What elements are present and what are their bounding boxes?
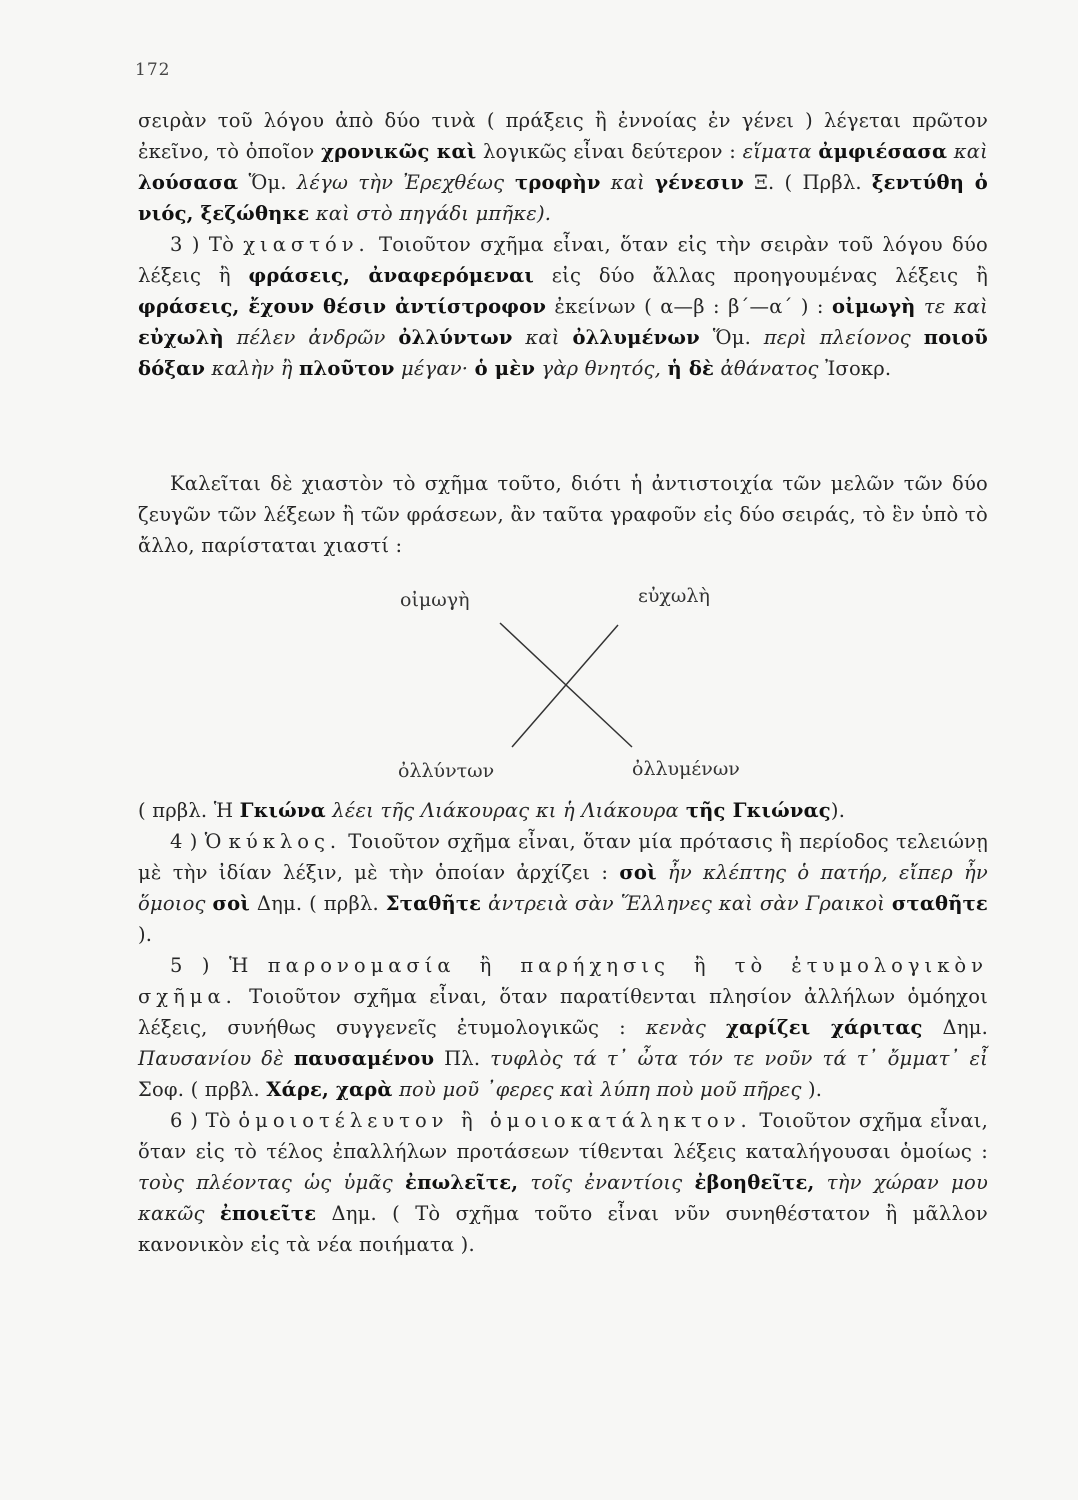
text-block-chiasmus-explanation [138, 468, 988, 561]
paragraph-chiasmus-explanation: Καλεῖται δὲ χιαστὸν τὸ σχῆμα τοῦτο, διότι ἡ ἀντιστοιχία τῶν μελῶν τῶν δύο ζευγῶν τῶν λέξεων ἢ τῶν φράσεων, ἂν ταῦτα γραφοῦν εἰς δύο σειράς, τὸ ἓν ὑπὸ τὸ ἄλλο, παρίσταται χιαστί : [138, 472, 988, 557]
diagram-label-bottom-left: ὀλλύντων [398, 760, 495, 782]
paragraph-homoioteleuton: 6 ) Τὸ ὁμοιοτέλευτον ἢ ὁμοιοκατάληκτον. Τοιοῦτον σχῆμα εἶναι, ὅταν εἰς τὸ τέλος ἐπαλλήλων προτάσεων τίθενται λέξεις καταλήγουσαι ὁμοίως : τοὺς πλέοντας ὡς ὑμᾶς ἐπωλεῖτε, τοῖς ἐναντίοις ἐβοηθεῖτε, τὴν χώραν μου κακῶς ἐποιεῖτε Δημ. ( Τὸ σχῆμα τοῦτο εἶναι νῦν συνηθέστατον ἢ μᾶλλον κανονικὸν εἰς τὰ νέα ποιήματα ). [138, 1109, 988, 1256]
chiasmus-diagram [0, 575, 1078, 795]
diagram-label-bottom-right: ὀλλυμένων [632, 758, 740, 780]
diagram-cross [0, 575, 1078, 795]
term-homoioteleuton: ὁμοιοτέλευτον ἢ ὁμοιοκατάληκτον. [238, 1109, 752, 1132]
term-chiasmus: χιαστόν. [243, 233, 370, 256]
paragraph-kyklos: 4 ) Ὁ κύκλος. Τοιοῦτον σχῆμα εἶναι, ὅταν μία πρότασις ἢ περίοδος τελειώνῃ μὲ τὴν ἰδίαν λέξιν, μὲ τὴν ὁποίαν ἀρχίζει : σοὶ ἦν κλέπτης ὁ πατήρ, εἴπερ ἦν ὅμοιος σοὶ Δημ. ( πρβλ. Σταθῆτε ἀντρειὰ σὰν Ἕλληνες καὶ σὰν Γραικοὶ σταθῆτε ). [138, 830, 988, 946]
diagram-line-ascending [512, 625, 618, 747]
paragraph-paronomasia: 5 ) Ἡ παρονομασία ἢ παρήχησις ἢ τὸ ἐτυμολογικὸν σχῆμα. Τοιοῦτον σχῆμα εἶναι, ὅταν παρατίθενται πλησίον ἀλλήλων ὁμόηχοι λέξεις, συνήθως συγγενεῖς ἐτυμολογικῶς : κενὰς χαρίζει χάριτας Δημ. Παυσανίου δὲ παυσαμένου Πλ. τυφλὸς τά τ᾽ ὦτα τόν τε νοῦν τά τ᾽ ὄμματ᾽ εἶ Σοφ. ( πρβλ. Χάρε, χαρὰ ποὺ μοῦ ᾿φερες καὶ λύπη ποὺ μοῦ πῆρες ). [138, 954, 988, 1101]
term-kyklos: κύκλος. [228, 830, 342, 853]
diagram-label-top-left: οἰμωγὴ [400, 589, 470, 611]
diagram-label-top-right: εὐχωλὴ [638, 585, 710, 607]
text-block-lower [138, 795, 988, 1260]
text-block-upper [138, 105, 988, 384]
page-number: 172 [135, 60, 171, 80]
term-paronomasia: παρονομασία ἢ παρήχησις ἢ τὸ ἐτυμολογικὸν σχῆμα. [138, 954, 988, 1008]
paragraph-compare-gkiona: ( πρβλ. Ἡ Γκιώνα λέει τῆς Λιάκουρας κι ἡ Λιάκουρα τῆς Γκιώνας). [138, 799, 846, 822]
paragraph-hysteron-proteron-end: σειρὰν τοῦ λόγου ἀπὸ δύο τινὰ ( πράξεις ἢ ἐννοίας ἐν γένει ) λέγεται πρῶτον ἐκεῖνο, τὸ ὁποῖον χρονικῶς καὶ λογικῶς εἶναι δεύτερον : εἵματα ἀμφιέσασα καὶ λούσασα Ὅμ. λέγω τὴν Ἐρεχθέως τροφὴν καὶ γένεσιν Ξ. ( Πρβλ. ξεντύθη ὁ νιός, ξεζώθηκε καὶ στὸ πηγάδι μπῆκε). [138, 109, 988, 225]
paragraph-chiasmus: 3 ) Τὸ χιαστόν. Τοιοῦτον σχῆμα εἶναι, ὅταν εἰς τὴν σειρὰν τοῦ λόγου δύο λέξεις ἢ φράσεις, ἀναφερόμεναι εἰς δύο ἄλλας προηγουμένας λέξεις ἢ φράσεις, ἔχουν θέσιν ἀντίστροφον ἐκείνων ( α—β : β΄—α΄ ) : οἰμωγὴ τε καὶ εὐχωλὴ πέλεν ἀνδρῶν ὀλλύντων καὶ ὀλλυμένων Ὅμ. περὶ πλείονος ποιοῦ δόξαν καλὴν ἢ πλοῦτον μέγαν· ὁ μὲν γὰρ θνητός, ἡ δὲ ἀθάνατος Ἰσοκρ. [138, 233, 988, 380]
